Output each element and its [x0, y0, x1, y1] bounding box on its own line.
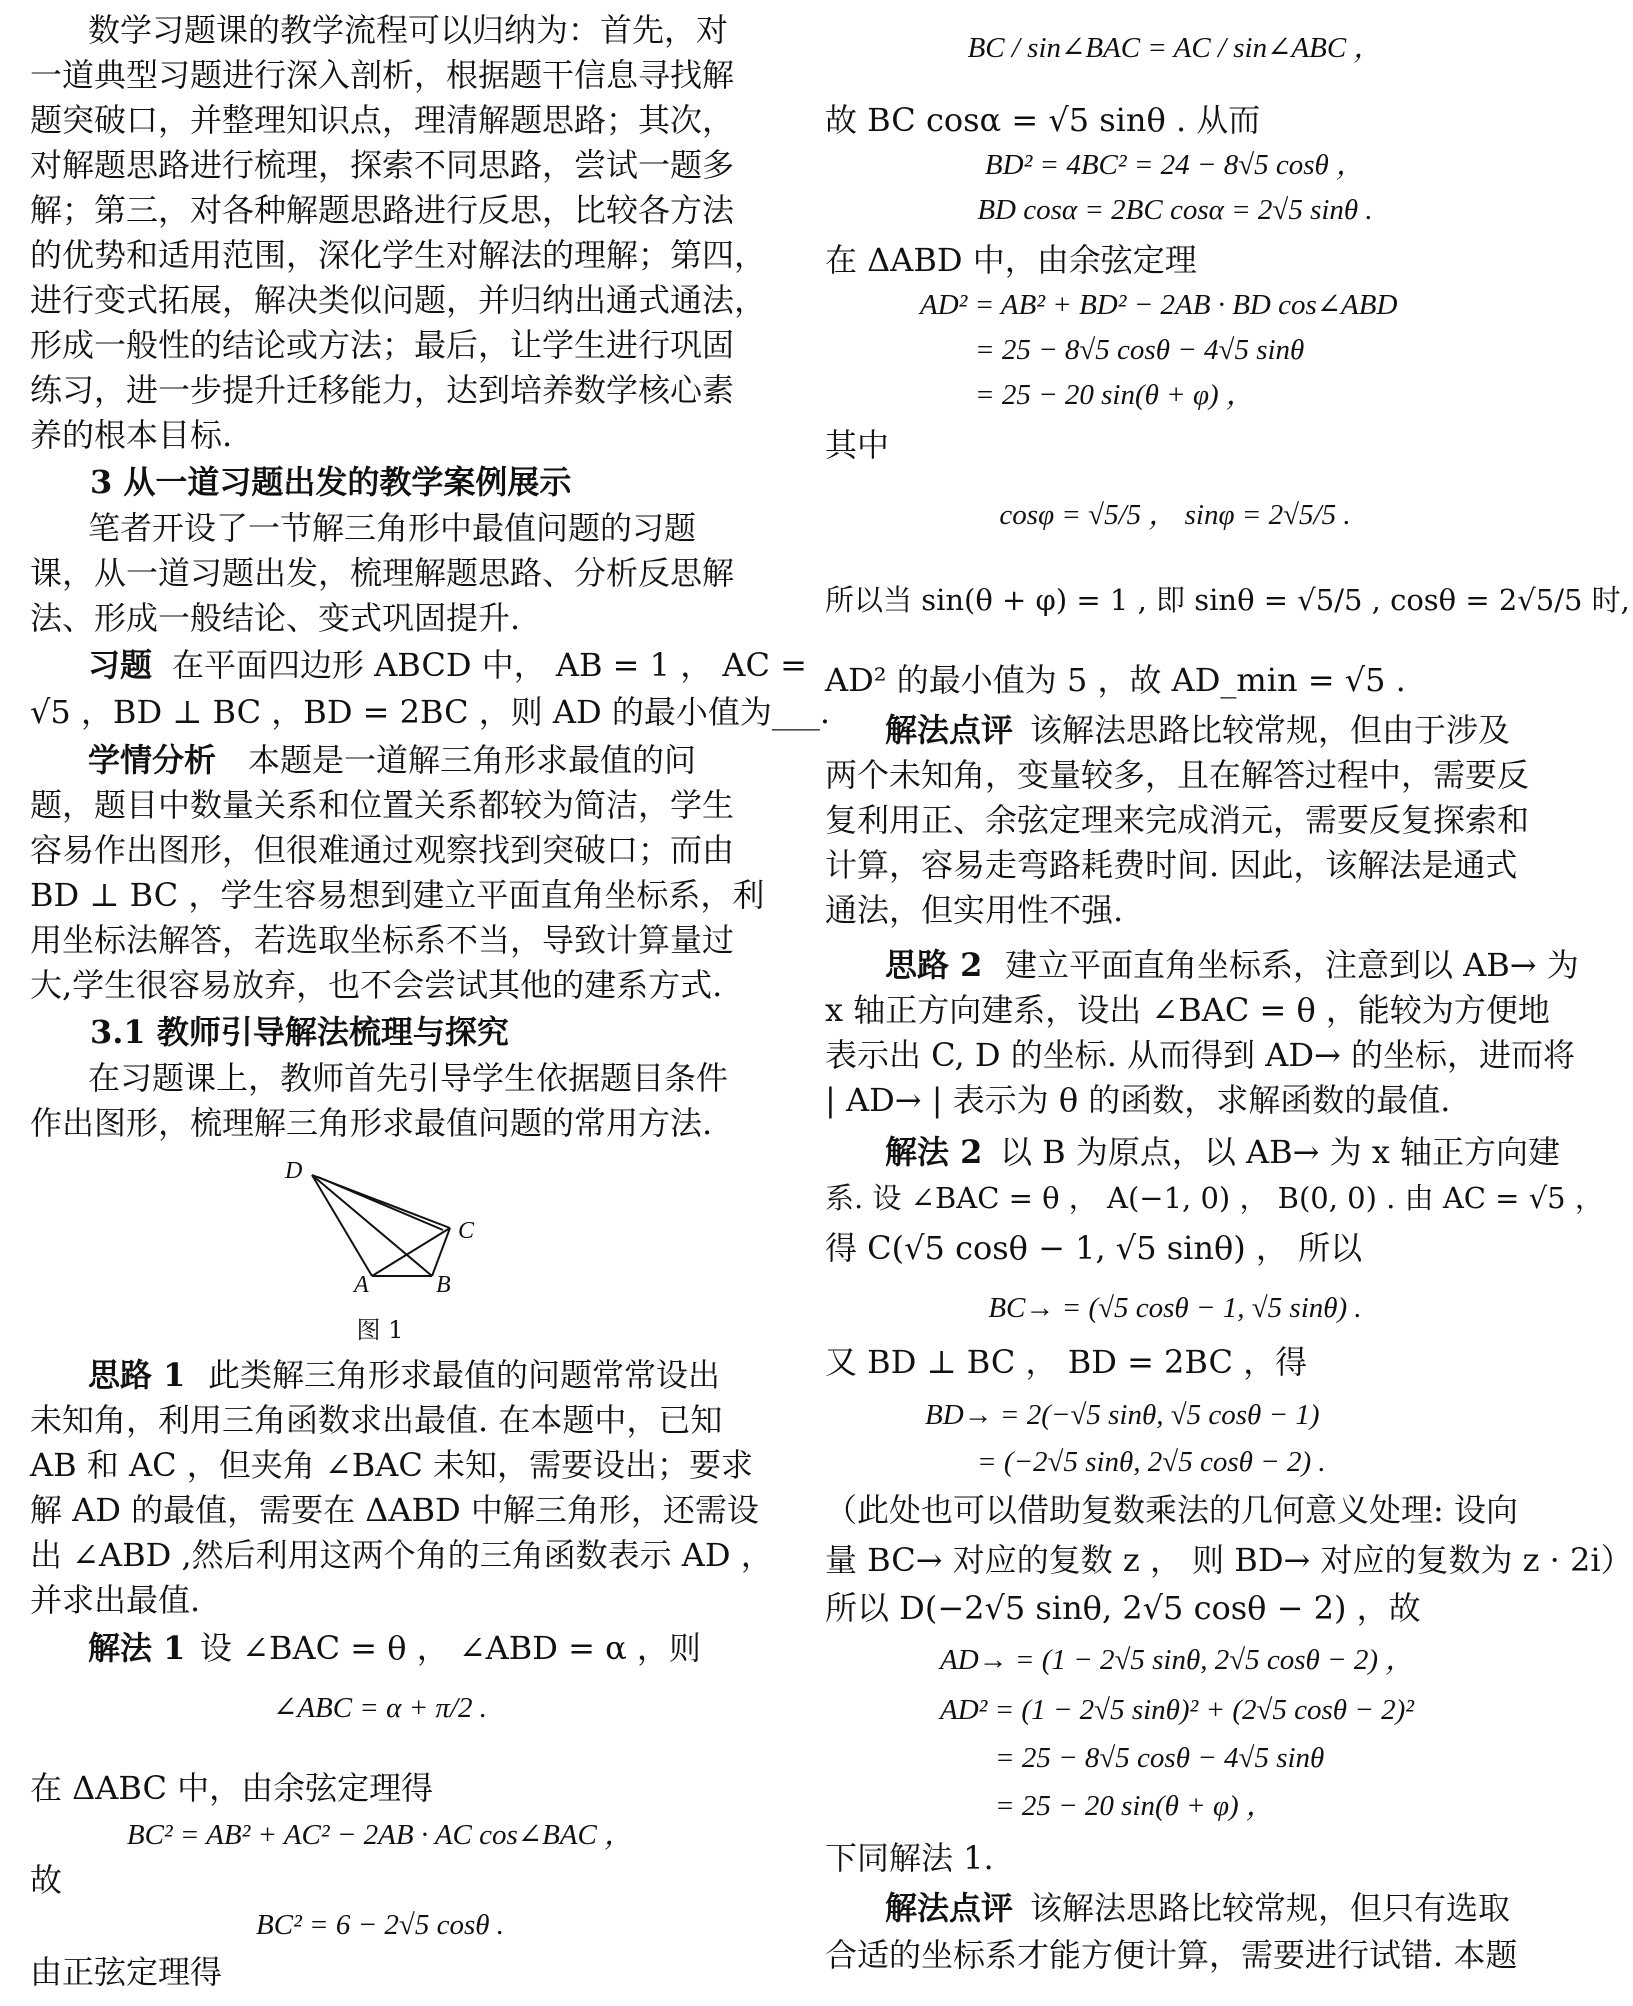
paragraph-line: 的优势和适用范围，深化学生对解法的理解；第四，: [30, 236, 767, 274]
paragraph-line: 计算，容易走弯路耗费时间. 因此，该解法是通式: [825, 846, 1518, 884]
paragraph-line: 课，从一道习题出发，梳理解题思路、分析反思解: [30, 554, 735, 592]
paragraph-line: 表示出 C, D 的坐标. 从而得到 AD→ 的坐标，进而将: [825, 1036, 1575, 1074]
paragraph-line: 形成一般性的结论或方法；最后，让学生进行巩固: [30, 326, 735, 364]
problem-text: 在平面四边形 ABCD 中， AB = 1 ， AC =: [172, 646, 807, 684]
paragraph-line: 题，题目中数量关系和位置关系都较为简洁，学生: [30, 786, 735, 824]
paragraph-line: 一道典型习题进行深入剖析，根据题干信息寻找解: [30, 56, 735, 94]
paragraph-line: 所以 D(−2√5 sinθ, 2√5 cosθ − 2) ，故: [825, 1589, 1421, 1627]
paragraph-line: 两个未知角，变量较多，且在解答过程中，需要反: [825, 756, 1530, 794]
paragraph-line: 在习题课上，教师首先引导学生依据题目条件: [88, 1059, 729, 1097]
paragraph-line: 故 BC cosα = √5 sinθ . 从而: [825, 101, 1261, 139]
figure-1-diagram: [280, 1160, 530, 1300]
paragraph-line: 其中: [825, 426, 890, 464]
method1-label: 解法 1: [88, 1629, 186, 1667]
equation: = 25 − 20 sin(θ + φ) ，: [975, 379, 1255, 411]
paragraph-line: 并求出最值.: [30, 1581, 201, 1619]
paragraph-line: 用坐标法解答，若选取坐标系不当，导致计算量过: [30, 921, 735, 959]
comment-label: 解法点评: [885, 1889, 1014, 1927]
equation: BC² = 6 − 2√5 cosθ .: [256, 1909, 504, 1941]
paragraph-line: 进行变式拓展，解决类似问题，并归纳出通式通法，: [30, 281, 767, 319]
idea1-label: 思路 1: [88, 1356, 186, 1394]
idea2-label: 思路 2: [885, 946, 983, 984]
paragraph-line: AD² 的最小值为 5 ，故 AD_min = √5 .: [825, 661, 1406, 699]
equation: AD→ = (1 − 2√5 sinθ, 2√5 cosθ − 2) ，: [940, 1644, 1415, 1676]
equation: BD→ = 2(−√5 sinθ, √5 cosθ − 1): [925, 1399, 1320, 1431]
paragraph-line: 量 BC→ 对应的复数 z ， 则 BD→ 对应的复数为 z · 2i）: [825, 1541, 1633, 1579]
paragraph-line: BD ⊥ BC ，学生容易想到建立平面直角坐标系，利: [30, 876, 765, 914]
paragraph-line: 对解题思路进行梳理，探索不同思路，尝试一题多: [30, 146, 735, 184]
paragraph-line: 未知角，利用三角函数求出最值. 在本题中，已知: [30, 1401, 723, 1439]
analysis-label: 学情分析: [88, 741, 217, 779]
paragraph-line: 得 C(√5 cosθ − 1, √5 sinθ) ， 所以: [825, 1229, 1363, 1267]
comment-label: 解法点评: [885, 711, 1014, 749]
paragraph-line: 大,学生很容易放弃，也不会尝试其他的建系方式.: [30, 966, 723, 1004]
paragraph-line: 题突破口，并整理知识点，理清解题思路；其次，: [30, 101, 735, 139]
problem-label: 习题: [88, 646, 153, 684]
paragraph-line: （此处也可以借助复数乘法的几何意义处理: 设向: [825, 1491, 1518, 1529]
equation: BC² = AB² + AC² − 2AB · AC cos∠BAC ，: [126, 1819, 634, 1851]
point-label-b: B: [436, 1272, 451, 1298]
paragraph-line: | AD→ | 表示为 θ 的函数，求解函数的最值.: [825, 1081, 1451, 1119]
equation: = 25 − 20 sin(θ + φ) ，: [995, 1790, 1275, 1822]
paragraph-line: 练习，进一步提升迁移能力，达到培养数学核心素: [30, 371, 735, 409]
paragraph-line: 下同解法 1.: [825, 1839, 994, 1877]
paragraph-line: 建立平面直角坐标系，注意到以 AB→ 为: [1005, 946, 1579, 984]
paragraph-line: 作出图形，梳理解三角形求最值问题的常用方法.: [30, 1104, 713, 1142]
paragraph-line: 所以当 sin(θ + φ) = 1 , 即 sinθ = √5/5 , cosθ = 2√5/5 时,: [825, 583, 1630, 617]
equation: BD cosα = 2BC cosα = 2√5 sinθ .: [977, 194, 1373, 226]
paragraph-line: 本题是一道解三角形求最值的问: [248, 741, 697, 779]
paragraph-line: x 轴正方向建系，设出 ∠BAC = θ ，能较为方便地: [825, 991, 1550, 1029]
figure-caption: 图 1: [356, 1316, 404, 1344]
paragraph-line: 在 ΔABC 中，由余弦定理得: [30, 1769, 434, 1807]
paragraph-line: AB 和 AC ，但夹角 ∠BAC 未知，需要设出；要求: [30, 1446, 754, 1484]
paragraph-line: 解；第三，对各种解题思路进行反思，比较各方法: [30, 191, 735, 229]
equation: = 25 − 8√5 cosθ − 4√5 sinθ: [995, 1742, 1325, 1774]
method2-label: 解法 2: [885, 1133, 983, 1171]
point-label-a: A: [354, 1272, 369, 1298]
problem-text: √5 ，BD ⊥ BC ，BD = 2BC ，则 AD 的最小值为___.: [30, 693, 831, 731]
subsection-heading: 3.1 教师引导解法梳理与探究: [90, 1013, 509, 1051]
equation: BD² = 4BC² = 24 − 8√5 cosθ ，: [984, 149, 1366, 181]
paragraph-line: 复利用正、余弦定理来完成消元，需要反复探索和: [825, 801, 1530, 839]
equation: ∠ABC = α + π/2 .: [272, 1692, 488, 1724]
paragraph-line: 通法，但实用性不强.: [825, 891, 1124, 929]
paragraph-line: 又 BD ⊥ BC ， BD = 2BC ，得: [825, 1343, 1308, 1381]
section-heading: 3 从一道习题出发的教学案例展示: [90, 463, 572, 501]
paragraph-line: 该解法思路比较常规，但只有选取: [1030, 1889, 1511, 1927]
equation: = (−2√5 sinθ, 2√5 cosθ − 2) .: [977, 1446, 1326, 1478]
paragraph-line: 出 ∠ABD ,然后利用这两个角的三角函数表示 AD ，: [30, 1536, 773, 1574]
equation: BC→ = (√5 cosθ − 1, √5 sinθ) .: [988, 1292, 1362, 1324]
paragraph-line: 该解法思路比较常规，但由于涉及: [1030, 711, 1511, 749]
equation: AD² = (1 − 2√5 sinθ)² + (2√5 cosθ − 2)²: [940, 1694, 1414, 1726]
paragraph-line: 笔者开设了一节解三角形中最值问题的习题: [88, 509, 697, 547]
paragraph-line: 以 B 为原点，以 AB→ 为 x 轴正方向建: [1000, 1133, 1561, 1171]
paragraph-line: 养的根本目标.: [30, 416, 233, 454]
paragraph-line: 设 ∠BAC = θ ， ∠ABD = α ，则: [200, 1629, 701, 1667]
paragraph-line: 合适的坐标系才能方便计算，需要进行试错. 本题: [825, 1936, 1518, 1974]
paragraph-line: 解 AD 的最值，需要在 ΔABD 中解三角形，还需设: [30, 1491, 759, 1529]
equation: cosφ = √5/5 ， sinφ = 2√5/5 .: [999, 499, 1351, 531]
equation: = 25 − 8√5 cosθ − 4√5 sinθ: [975, 334, 1305, 366]
paragraph-line: 容易作出图形，但很难通过观察找到突破口；而由: [30, 831, 735, 869]
paragraph-line: 在 ΔABD 中，由余弦定理: [825, 241, 1197, 279]
paragraph-line: 系. 设 ∠BAC = θ ， A(−1, 0) ， B(0, 0) . 由 AC = √5 ，: [825, 1181, 1604, 1215]
paragraph-line: 故: [30, 1861, 63, 1899]
equation: BC / sin∠BAC = AC / sin∠ABC ，: [967, 32, 1383, 64]
equation: AD² = AB² + BD² − 2AB · BD cos∠ABD: [920, 289, 1398, 321]
point-label-d: D: [285, 1158, 303, 1184]
paragraph-line: 数学习题课的教学流程可以归纳为：首先，对: [88, 11, 729, 49]
paragraph-line: 由正弦定理得: [30, 1953, 223, 1991]
paragraph-line: 此类解三角形求最值的问题常常设出: [208, 1356, 721, 1394]
point-label-c: C: [458, 1218, 475, 1244]
paragraph-line: 法、形成一般结论、变式巩固提升.: [30, 599, 521, 637]
